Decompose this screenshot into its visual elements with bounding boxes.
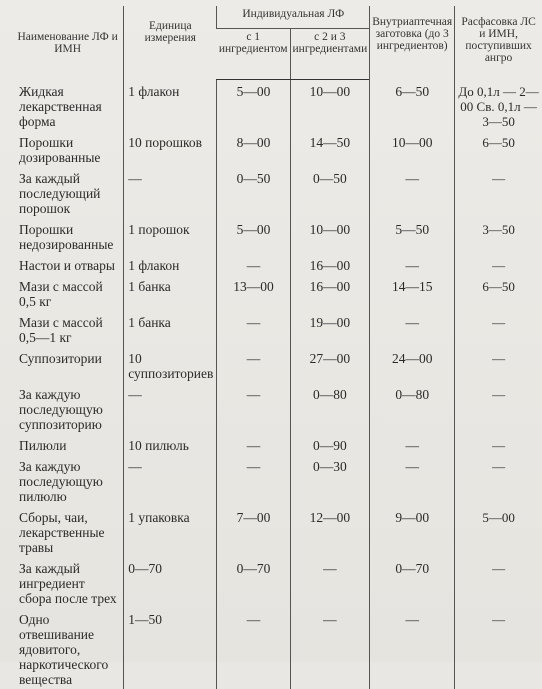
name-cell: Жидкая лекарственная форма — [19, 83, 102, 129]
name-cell: Порошки дозированные — [19, 134, 101, 165]
table-row — [12, 167, 542, 218]
packing-cell: — — [455, 347, 542, 383]
two-three-ingredients-cell: 16—00 — [290, 254, 370, 275]
intra-cell: 9—00 — [370, 506, 455, 557]
table-row — [12, 347, 542, 383]
table-row — [12, 218, 542, 254]
header-name: Наименование ЛФ и ИМН — [17, 30, 118, 55]
packing-cell: — — [455, 455, 542, 506]
unit-cell: — — [124, 167, 217, 218]
packing-cell: 5—00 — [455, 506, 542, 557]
one-ingredient-cell: 7—00 — [217, 506, 290, 557]
name-cell: Порошки недозированные — [19, 221, 114, 252]
packing-cell: 3—50 — [455, 218, 542, 254]
table-row — [12, 608, 542, 689]
table-header — [12, 6, 542, 80]
table-row — [12, 383, 542, 434]
name-cell: Мази с массой 0,5—1 кг — [19, 314, 103, 345]
intra-cell: — — [370, 434, 455, 455]
name-cell: Одно отвешивание ядовитого, наркотического вещества — [19, 611, 109, 687]
packing-cell: — — [455, 311, 542, 347]
two-three-ingredients-cell: 27—00 — [290, 347, 370, 383]
name-cell: Мази с массой 0,5 кг — [19, 278, 103, 309]
intra-cell: 0—80 — [370, 383, 455, 434]
unit-cell: 1 банка — [124, 275, 217, 311]
intra-cell: — — [370, 608, 455, 689]
two-three-ingredients-cell: 0—50 — [290, 167, 370, 218]
packing-cell: 6—50 — [455, 131, 542, 167]
name-cell: За каждый последующий порошок — [19, 170, 101, 216]
intra-cell: 10—00 — [370, 131, 455, 167]
intra-cell: — — [370, 167, 455, 218]
packing-cell: — — [455, 608, 542, 689]
name-cell: Настои и отвары — [19, 257, 115, 273]
packing-cell: — — [455, 434, 542, 455]
header-individual: Индивидуальная ЛФ — [217, 6, 370, 29]
intra-cell: 6—50 — [370, 80, 455, 131]
packing-cell: — — [455, 254, 542, 275]
two-three-ingredients-cell: 14—50 — [290, 131, 370, 167]
two-three-ingredients-cell: — — [290, 557, 370, 608]
unit-cell: — — [124, 383, 217, 434]
header-packing: Расфасовка ЛС и ИМН, поступивших ангро — [455, 6, 542, 80]
intra-cell: — — [370, 455, 455, 506]
unit-cell: 1 порошок — [124, 218, 217, 254]
packing-cell: — — [455, 167, 542, 218]
unit-cell: — — [124, 455, 217, 506]
one-ingredient-cell: — — [217, 347, 290, 383]
table-row — [12, 434, 542, 455]
packing-cell: — — [455, 557, 542, 608]
intra-cell: — — [370, 311, 455, 347]
table-row — [12, 80, 542, 131]
two-three-ingredients-cell: — — [290, 608, 370, 689]
unit-cell: 1 флакон — [124, 80, 217, 131]
two-three-ingredients-cell: 0—90 — [290, 434, 370, 455]
one-ingredient-cell: 5—00 — [217, 80, 290, 131]
unit-cell: 0—70 — [124, 557, 217, 608]
intra-cell: — — [370, 254, 455, 275]
unit-cell: 10 пилюль — [124, 434, 217, 455]
packing-cell: До 0,1л — 2—00 Св. 0,1л — 3—50 — [455, 80, 542, 131]
intra-cell: 24—00 — [370, 347, 455, 383]
unit-cell: 1 флакон — [124, 254, 217, 275]
one-ingredient-cell: — — [217, 383, 290, 434]
table-row — [12, 506, 542, 557]
unit-cell: 10 порошков — [124, 131, 217, 167]
packing-cell: 6—50 — [455, 275, 542, 311]
header-one-ingredient: с 1 ингредиентом — [217, 29, 290, 80]
one-ingredient-cell: — — [217, 254, 290, 275]
header-unit: Единица измерения — [124, 6, 217, 80]
unit-cell: 1—50 — [124, 608, 217, 689]
table-row — [12, 311, 542, 347]
name-cell: Суппозитории — [19, 350, 102, 366]
one-ingredient-cell: — — [217, 311, 290, 347]
one-ingredient-cell: 0—50 — [217, 167, 290, 218]
table-row — [12, 455, 542, 506]
unit-cell: 1 банка — [124, 311, 217, 347]
intra-cell: 5—50 — [370, 218, 455, 254]
two-three-ingredients-cell: 0—30 — [290, 455, 370, 506]
unit-cell: 10 суппозиториев — [124, 347, 217, 383]
two-three-ingredients-cell: 19—00 — [290, 311, 370, 347]
intra-cell: 14—15 — [370, 275, 455, 311]
table-row — [12, 275, 542, 311]
two-three-ingredients-cell: 12—00 — [290, 506, 370, 557]
price-table — [12, 6, 542, 689]
table-row — [12, 131, 542, 167]
intra-cell: 0—70 — [370, 557, 455, 608]
one-ingredient-cell: 5—00 — [217, 218, 290, 254]
table-row — [12, 254, 542, 275]
one-ingredient-cell: 0—70 — [217, 557, 290, 608]
table-body — [12, 80, 542, 689]
two-three-ingredients-cell: 16—00 — [290, 275, 370, 311]
one-ingredient-cell: 8—00 — [217, 131, 290, 167]
name-cell: За каждую последующую суппозиторию — [19, 386, 103, 432]
one-ingredient-cell: — — [217, 455, 290, 506]
name-cell: Сборы, чаи, лекарственные травы — [19, 509, 105, 555]
one-ingredient-cell: — — [217, 434, 290, 455]
header-intra: Внутриаптечная заготовка (до 3 ингредиентов) — [370, 6, 455, 80]
header-two-three-ingredients: с 2 и 3 ингредиентами — [290, 29, 370, 80]
two-three-ingredients-cell: 10—00 — [290, 218, 370, 254]
name-cell: За каждый ингредиент сбора после трех — [19, 560, 117, 606]
unit-cell: 1 упаковка — [124, 506, 217, 557]
name-cell: Пилюли — [19, 437, 67, 453]
two-three-ingredients-cell: 10—00 — [290, 80, 370, 131]
table-row — [12, 557, 542, 608]
packing-cell: — — [455, 383, 542, 434]
two-three-ingredients-cell: 0—80 — [290, 383, 370, 434]
one-ingredient-cell: — — [217, 608, 290, 689]
one-ingredient-cell: 13—00 — [217, 275, 290, 311]
name-cell: За каждую последующую пилюлю — [19, 458, 103, 504]
